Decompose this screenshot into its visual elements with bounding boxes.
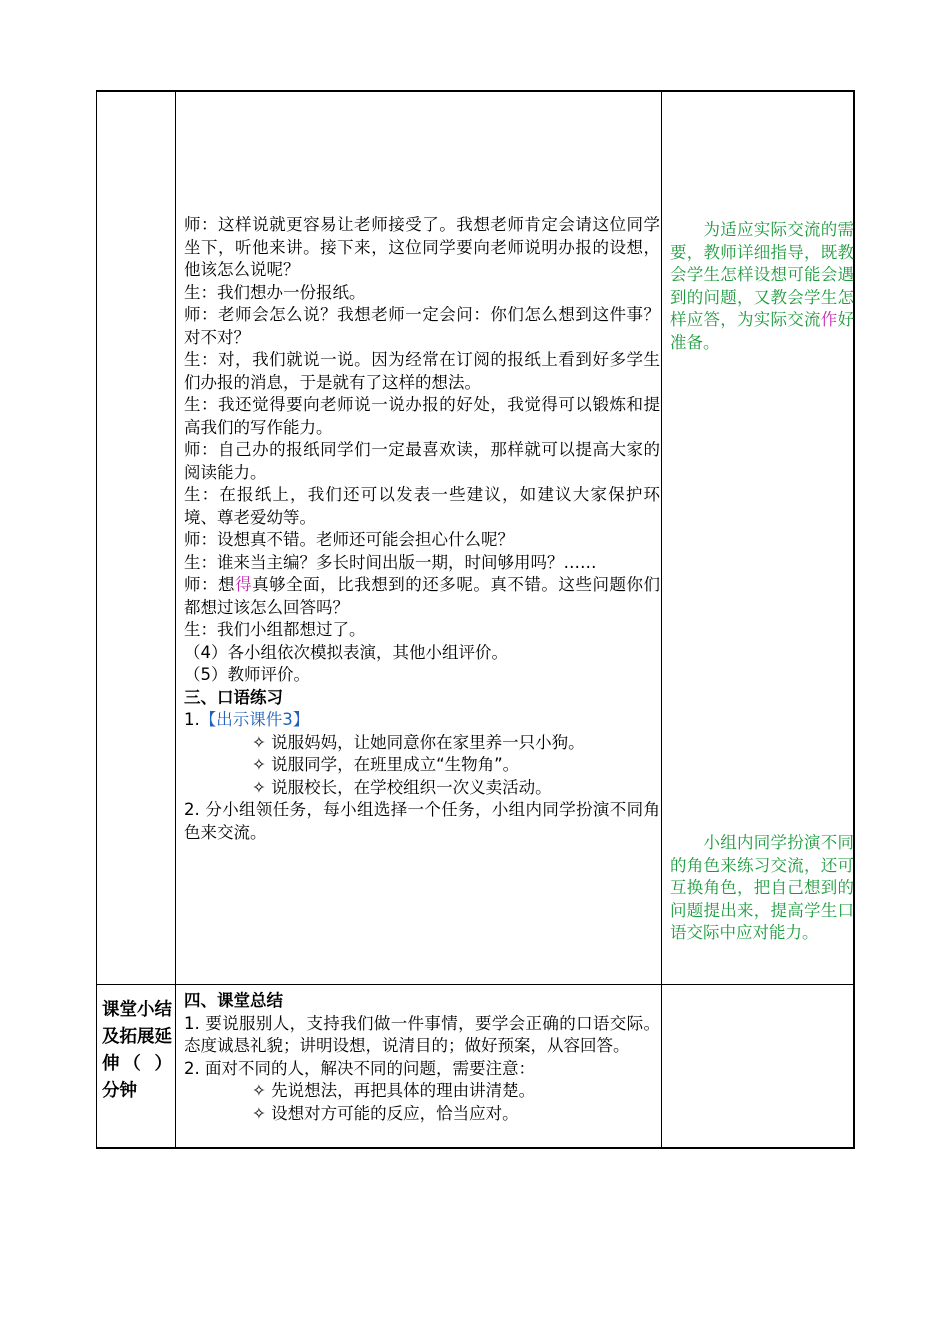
design-note-1 (670, 219, 854, 354)
step-line: （5）教师评价。 (184, 665, 310, 684)
summary-bullet: ✧ 设想对方可能的反应，恰当应对。 (252, 1103, 519, 1123)
note-text-end: 好准备。 (670, 310, 854, 352)
summary-cell (184, 990, 660, 1125)
item-number: 1. (184, 710, 200, 729)
table-row-divider (96, 984, 855, 985)
design-note-2-text (670, 832, 854, 945)
summary-point-2: 2. 面对不同的人，解决不同的问题，需要注意： (184, 1058, 535, 1078)
praise-prefix: 师：想 (184, 575, 236, 594)
summary-point-1: 1. 要说服别人，支持我们做一件事情，要学会正确的口语交际。态度诚恳礼貌；讲明设想，说清目的；做好预案，从容回答。 (184, 1013, 660, 1055)
dialogue-line: 师：自己办的报纸同学们一定最喜欢读，那样就可以提高大家的阅读能力。 (184, 440, 660, 482)
dialogue-line: 生：我们小组都想过了。 (184, 620, 366, 639)
task-bullet: ✧ 说服校长，在学校组织一次义卖活动。 (252, 777, 552, 797)
summary-row-label: 课堂小结及拓展延伸（ ）分钟 (102, 1000, 172, 1101)
step-line: （4）各小组依次模拟表演，其他小组评价。 (184, 642, 508, 662)
task-bullet: ✧ 说服同学，在班里成立“生物角”。 (252, 755, 520, 774)
praise-highlight: 得 (235, 575, 253, 594)
table-col-divider-1 (175, 90, 176, 1149)
table-border-bottom (96, 1147, 855, 1149)
practice-item-1 (184, 709, 660, 732)
note-highlight: 作 (820, 310, 838, 329)
dialogue-line-praise (184, 574, 660, 619)
table-col-divider-2 (661, 90, 662, 1149)
summary-bullet: ✧ 先说想法，再把具体的理由讲清楚。 (252, 1081, 536, 1100)
dialogue-line: 生：在报纸上，我们还可以发表一些建议，如建议大家保护环境、尊老爱幼等。 (184, 485, 660, 527)
task-bullet: ✧ 说服妈妈，让她同意你在家里养一只小狗。 (252, 732, 585, 752)
table-border-left (96, 90, 97, 1149)
courseware-link[interactable]: 【出示课件3】 (199, 710, 310, 729)
design-note-2 (670, 832, 854, 945)
dialogue-line: 师：这样说就更容易让老师接受了。我想老师肯定会请这位同学坐下，听他来讲。接下来，这位同学要向老师说明办报的设想，他该怎么说呢？ (184, 215, 660, 279)
dialogue-line: 师：老师会怎么说？我想老师一定会问：你们怎么想到这件事？对不对？ (184, 305, 660, 347)
dialogue-line: 生：谁来当主编？多长时间出版一期，时间够用吗？…… (184, 552, 597, 572)
table-border-top (96, 90, 855, 92)
dialogue-line: 生：我们想办一份报纸。 (184, 282, 366, 302)
note-text: 小组内同学扮演不同的角色来练习交流，还可互换角色，把自己想到的问题提出来，提高学生口语交际中应对能力。 (670, 833, 854, 942)
teaching-process-cell (184, 214, 660, 844)
section-heading-oral-practice: 三、口语练习 (184, 687, 283, 707)
dialogue-line: 师：设想真不错。老师还可能会担心什么呢？ (184, 530, 514, 549)
praise-suffix: 真够全面，比我想到的还多呢。真不错。这些问题你们都想过该怎么回答吗？ (184, 575, 661, 617)
dialogue-line: 生：对，我们就说一说。因为经常在订阅的报纸上看到好多学生们办报的消息，于是就有了这样的想法。 (184, 350, 660, 392)
practice-item-2: 2. 分小组领任务，每小组选择一个任务，小组内同学扮演不同角色来交流。 (184, 800, 660, 842)
note-text: 为适应实际交流的需要，教师详细指导，既教会学生怎样设想可能会遇到的问题，又教会学生怎样应答，为实际交流 (670, 220, 854, 329)
section-heading-summary: 四、课堂总结 (184, 991, 283, 1010)
dialogue-line: 生：我还觉得要向老师说一说办报的好处，我觉得可以锻炼和提高我们的写作能力。 (184, 395, 660, 437)
design-note-1-text (670, 219, 854, 354)
